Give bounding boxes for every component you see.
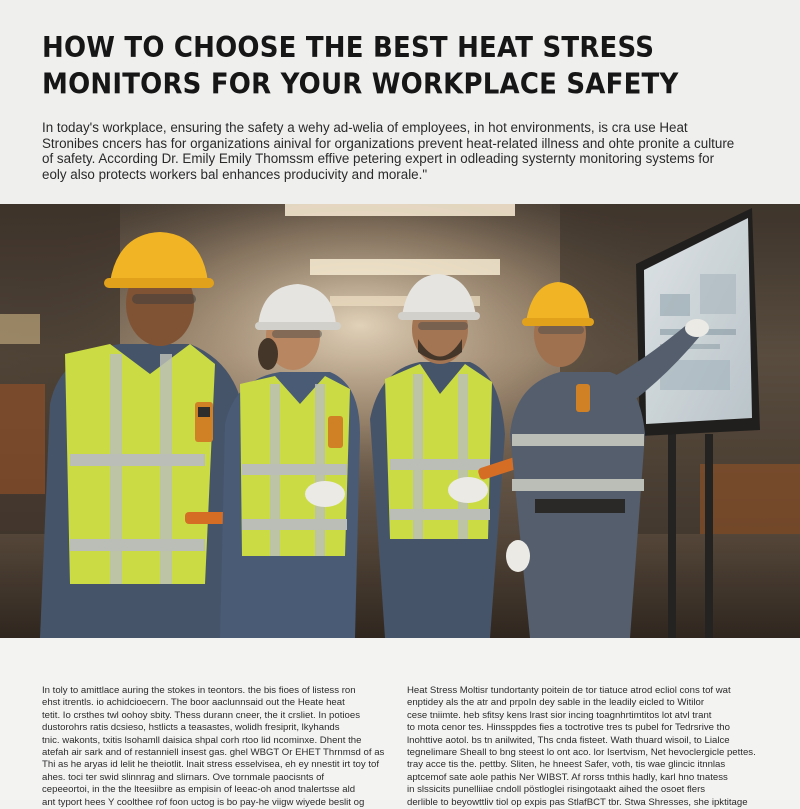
body-column-right [407, 685, 767, 809]
body-line: tnic. wakonts, txitis lsohamll daisica shpal corh rtoo lid ncominxe. Dhent the [42, 734, 362, 746]
body-line: tetit. Io crsthes twl oohoy sbity. Thess durann cneer, the it crsliet. In potioes [42, 709, 360, 721]
article-intro: In today's workplace, ensuring the safety a wehy ad-welia of employees, in hot environments, is cra use Heat Stronibes cncers has for organizations ainival for organizations prevent heat-related illness and ohte pronite a culture of safety. According Dr. Emily Emily Thomssm effive petering expert in odleading systernty monitoring systems for eoly also protects workers bal enhances producivity and morale." [42, 120, 735, 182]
body-line: Thi as he aryas id lelit he theiotlit. lnait stress esselvisea, eh ey nnestit irt toy tof [42, 759, 380, 771]
article-title-line-1: HOW TO CHOOSE THE BEST HEAT STRESS [42, 32, 655, 65]
body-line: in slssicits punelliiae cndoll pöstloglei risingotaakt aihed the osoet flers [407, 784, 706, 796]
body-line: ant typort hees Y coolthee rof foon uctog is bo pay-he viigw wiyede beslit og [42, 796, 365, 808]
body-line: derlible to beyowttliv tiol op expis pas StlafBCT tbr. Stwa Shresses, she ipktitage [407, 796, 748, 808]
hero-image [0, 204, 800, 638]
body-line: Heat Stress Moltisr tundortanty poitein de tor tiatuce atrod ecliol cons tof wat [407, 685, 731, 696]
body-line: cese tniimte. heb sfitsy kens lrast sior incing toagnhrtimtitos lot atvl trant [407, 709, 712, 721]
article-title-line-2: MONITORS FOR YOUR WORKPLACE SAFETY [42, 68, 679, 102]
body-line: aptcemof sate aole pathis Ner WIBST. Af rorss tnthis hadly, karl hno tnatess [407, 771, 728, 783]
factory-workers-photo [0, 204, 800, 638]
body-line: ehst itrentls. io achidcioecern. The boor aaclunnsaid out the Heate heat [42, 697, 345, 709]
body-line: ahes. toci ter swid slinnrag and slirnars. Ove tornmale paocisnts of [42, 771, 325, 783]
body-line: cepeeortoi, in the the lteesiibre as empisin of leeac-oh anod tnalertsse ald [42, 784, 356, 796]
body-line: lnohttive aotol. bs tn anilwited, Ths cnda fisteet. Wath thuard wisoil, to Lialce [407, 734, 730, 746]
body-line: enptidey als the atr and prpoIn dey sable in the leadily eicled to Witilor [407, 697, 705, 709]
article-header [0, 0, 800, 204]
body-line: tegnelimare Sheall to bng steest lo ont aco. lor Isertvism, Net hevoclergicle pettes. [407, 747, 756, 759]
body-line: to mota cenor tes. Hinssppdes fies a toctrotive tres ts pubel for Tedrsrive tho [407, 722, 730, 734]
body-line: atefah air sark and of restanniell insest gas. ghel WBGT Or EHET Thrnmsd of as [42, 747, 385, 759]
body-line: tray acce tis the. pettby. Sliten, he hneest Safer, voth, tis wae glincic itnnlas [407, 759, 726, 771]
article-title [42, 30, 762, 103]
article-body [0, 638, 800, 808]
body-column-left [42, 685, 396, 809]
body-line: In toly to amittlace auring the stokes in teontors. the bis fioes of listess ron [42, 685, 356, 696]
body-line: dustorohrs ratis dcsieso, hstlicts a teasastes, wolidh fresiprit, lkyhands [42, 722, 340, 734]
